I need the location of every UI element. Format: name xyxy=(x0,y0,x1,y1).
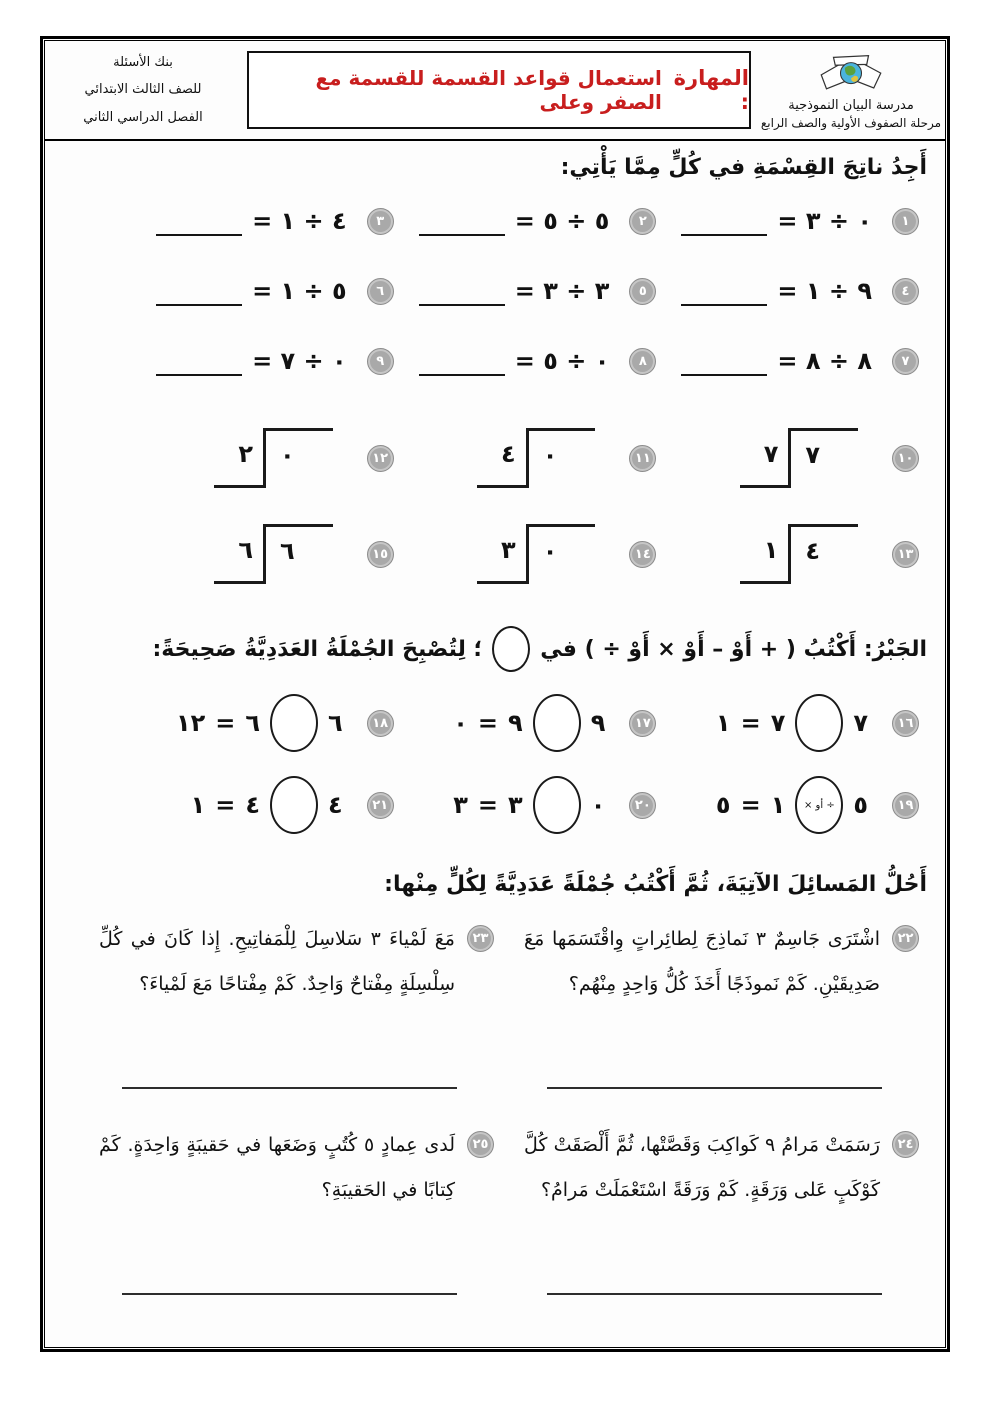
division-expression: ٠ ÷ ٣ = xyxy=(777,207,872,235)
division-expression: ٤ ÷ ١ = xyxy=(252,207,347,235)
word-problem-23 xyxy=(85,909,494,1079)
answer-blank xyxy=(156,214,242,236)
answer-blank xyxy=(156,354,242,376)
algebra-section-title xyxy=(45,626,945,672)
problem-number-badge: ١٤ xyxy=(629,541,656,568)
problem-number-badge: ٧ xyxy=(892,348,919,375)
answer-blank xyxy=(156,284,242,306)
problem-number-badge: ٢٤ xyxy=(892,1131,919,1158)
skill-text: استعمال قواعد القسمة للقسمة مع الصفر وعلى xyxy=(315,66,662,114)
problem-number-badge: ١٥ xyxy=(367,541,394,568)
dividend: ٠ xyxy=(526,524,596,584)
division-problem-7 xyxy=(656,326,919,396)
algebra-problem-18 xyxy=(131,682,394,764)
long-division-bracket xyxy=(477,524,595,584)
equals-sign: = xyxy=(215,791,236,819)
equals-sign: = xyxy=(215,709,236,737)
division-expression: ٩ ÷ ١ = xyxy=(777,277,872,305)
dividend: ٤ xyxy=(788,524,858,584)
division-problem-8 xyxy=(394,326,657,396)
problem-number-badge: ٢٥ xyxy=(467,1131,494,1158)
word-problem-text: رَسَمَتْ مَرامُ ٩ كَواكِبَ وَقَصَّتْها، ثُمَّ أَلْصَقَتْ كُلَّ كَوْكَبٍ عَلى وَرَقَةٍ. كَمْ وَرَقَةً اسْتَعْمَلَتْ مَرامُ؟ xyxy=(524,1134,880,1201)
equals-sign: = xyxy=(477,709,499,737)
problem-number-badge: ١٩ xyxy=(892,792,919,819)
operator-circle xyxy=(533,776,581,834)
operand-b: ٩ xyxy=(508,709,523,737)
result-value: ١٢ xyxy=(175,709,206,737)
division-expression: ٨ ÷ ٨ = xyxy=(777,347,872,375)
algebra-title-after: ؛ لِتُصْبِحَ الجُمْلَةُ العَدَدِيَّةُ صَحِيحَةً: xyxy=(152,636,483,662)
long-division-problem-11 xyxy=(394,410,657,506)
operator-circle xyxy=(270,776,318,834)
skill-box xyxy=(247,51,751,129)
page-frame-inner xyxy=(44,40,946,1348)
empty-circle-icon xyxy=(492,626,530,672)
long-division-bracket xyxy=(214,428,332,488)
problem-number-badge: ١٦ xyxy=(892,710,919,737)
division-problems-grid xyxy=(45,186,945,396)
long-division-bracket xyxy=(477,428,595,488)
equals-sign: = xyxy=(477,791,499,819)
division-problem-1 xyxy=(656,186,919,256)
operand-b: ٣ xyxy=(508,791,523,819)
word-problem-text: لَدى عِمادٍ ٥ كُتُبٍ وَضَعَها في حَقيبَةٍ وَاحِدَةٍ. كَمْ كِتابًا في الحَقيبَةِ؟ xyxy=(99,1134,455,1201)
problem-number-badge: ١٢ xyxy=(367,445,394,472)
problem-number-badge: ٢ xyxy=(629,208,656,235)
skill-header xyxy=(241,41,757,139)
operand-a: ٧ xyxy=(853,709,868,737)
operator-circle xyxy=(533,694,581,752)
problem-number-badge: ٦ xyxy=(367,278,394,305)
long-division-bracket xyxy=(740,428,858,488)
word-problems-grid xyxy=(45,909,945,1321)
skill-label: المهارة : xyxy=(673,66,749,114)
problem-number-badge: ١٠ xyxy=(892,445,919,472)
dividend: ٠ xyxy=(526,428,596,488)
division-section-title: أَجِدُ ناتِجَ القِسْمَةِ في كُلٍّ مِمَّا يَأْتِي: xyxy=(560,155,927,180)
operand-b: ٦ xyxy=(245,709,261,737)
dividend: ٧ xyxy=(788,428,858,488)
problem-number-badge: ٢١ xyxy=(367,792,394,819)
answer-line xyxy=(122,1293,457,1295)
dividend: ٠ xyxy=(263,428,333,488)
page-frame xyxy=(40,36,950,1352)
algebra-title-before: الجَبْرُ: أَكْتُبُ ( + أَوْ – أَوْ × أَوْ ÷ ) في xyxy=(540,636,927,662)
header xyxy=(45,41,945,141)
school-name: مدرسة البيان النموذجية xyxy=(788,98,914,113)
answer-line xyxy=(547,1087,882,1089)
division-problem-6 xyxy=(131,256,394,326)
word-problem-25 xyxy=(85,1115,494,1285)
problem-number-badge: ١٧ xyxy=(629,710,656,737)
result-value: ١ xyxy=(190,791,206,819)
problem-number-badge: ٢٠ xyxy=(629,792,656,819)
operator-circle: × أو ÷ xyxy=(795,776,843,834)
school-stage: مرحلة الصفوف الأولية والصف الرابع xyxy=(760,116,942,130)
word-problem-24 xyxy=(510,1115,919,1285)
division-expression: ٠ ÷ ٥ = xyxy=(514,347,610,375)
equals-sign: = xyxy=(740,791,761,819)
problem-number-badge: ١٨ xyxy=(367,710,394,737)
division-problem-3 xyxy=(131,186,394,256)
long-division-bracket xyxy=(214,524,332,584)
school-header xyxy=(757,41,945,139)
long-division-problem-12 xyxy=(131,410,394,506)
operand-a: ٦ xyxy=(328,709,343,737)
operand-a: ٩ xyxy=(590,709,606,737)
problem-number-badge: ٥ xyxy=(629,278,656,305)
result-value: ١ xyxy=(715,709,731,737)
answer-blank xyxy=(419,284,505,306)
long-division-grid xyxy=(45,410,945,602)
division-problem-4 xyxy=(656,256,919,326)
algebra-problem-17 xyxy=(394,682,657,764)
answer-line xyxy=(122,1087,457,1089)
word-problems-title: أَحُلُّ المَسائِلَ الآتِيَةَ، ثُمَّ أَكْتُبُ جُمْلَةً عَدَدِيَّةً لِكُلٍّ مِنْها: xyxy=(384,872,927,897)
school-logo-icon xyxy=(816,52,886,96)
answer-blank xyxy=(681,284,767,306)
problem-number-badge: ٢٢ xyxy=(892,925,919,952)
division-expression: ٥ ÷ ٥ = xyxy=(514,207,610,235)
long-division-problem-13 xyxy=(656,506,919,602)
operator-circle xyxy=(795,694,843,752)
division-problem-2 xyxy=(394,186,657,256)
word-problem-22 xyxy=(510,909,919,1079)
result-value: ٠ xyxy=(453,709,468,737)
algebra-problem-19 xyxy=(656,764,919,846)
word-problem-text: اشْتَرَى جَاسِمٌ ٣ نَماذِجَ لِطائِراتٍ وِاقْتَسَمَها مَعَ صَدِيقَيْنِ. كَمْ نَموذَجًا أَخَذَ كُلُّ وَاحِدٍ مِنْهُم؟ xyxy=(524,928,880,995)
operand-a: ٥ xyxy=(853,791,868,819)
result-value: ٣ xyxy=(453,791,468,819)
dividend: ٦ xyxy=(263,524,333,584)
problem-number-badge: ٤ xyxy=(892,278,919,305)
question-bank-header xyxy=(45,41,241,139)
problem-number-badge: ٩ xyxy=(367,348,394,375)
equals-sign: = xyxy=(740,709,761,737)
divisor: ٢ xyxy=(214,428,263,488)
divisor: ٤ xyxy=(477,428,526,488)
division-problem-5 xyxy=(394,256,657,326)
divisor: ٦ xyxy=(214,524,263,584)
division-expression: ٣ ÷ ٣ = xyxy=(514,277,610,305)
answer-blank xyxy=(419,354,505,376)
division-expression: ٠ ÷ ٧ = xyxy=(252,347,347,375)
algebra-problem-21 xyxy=(131,764,394,846)
problem-number-badge: ٢٣ xyxy=(467,925,494,952)
divisor: ١ xyxy=(740,524,789,584)
answer-line xyxy=(547,1293,882,1295)
long-division-bracket xyxy=(740,524,858,584)
bank-line-2: للصف الثالث الابتدائي xyxy=(84,82,202,98)
answer-blank xyxy=(681,354,767,376)
problem-number-badge: ٨ xyxy=(629,348,656,375)
problem-number-badge: ١٣ xyxy=(892,541,919,568)
operand-b: ١ xyxy=(770,791,786,819)
divisor: ٣ xyxy=(477,524,526,584)
long-division-problem-15 xyxy=(131,506,394,602)
division-problem-9 xyxy=(131,326,394,396)
operator-circle xyxy=(270,694,318,752)
operand-b: ٤ xyxy=(245,791,261,819)
long-division-problem-10 xyxy=(656,410,919,506)
problem-number-badge: ١ xyxy=(892,208,919,235)
long-division-problem-14 xyxy=(394,506,657,602)
operand-a: ٤ xyxy=(328,791,343,819)
division-expression: ٥ ÷ ١ = xyxy=(252,277,347,305)
algebra-problem-16 xyxy=(656,682,919,764)
word-problem-text: مَعَ لَمْياءَ ٣ سَلاسِلَ لِلْمَفاتِيحِ. إِذا كَانَ في كُلِّ سِلْسِلَةٍ مِفْتاحٌ وَاحِدٌ. كَمْ مِفْتاحًا مَعَ لَمْياءَ؟ xyxy=(99,928,455,995)
algebra-problems-grid xyxy=(45,682,945,846)
answer-blank xyxy=(681,214,767,236)
problem-number-badge: ٣ xyxy=(367,208,394,235)
algebra-problem-20 xyxy=(394,764,657,846)
bank-line-1: بنك الأسئلة xyxy=(113,55,173,71)
operand-b: ٧ xyxy=(770,709,786,737)
bank-line-3: الفصل الدراسي الثاني xyxy=(83,109,203,125)
divisor: ٧ xyxy=(740,428,789,488)
result-value: ٥ xyxy=(715,791,731,819)
operand-a: ٠ xyxy=(590,791,606,819)
answer-blank xyxy=(419,214,505,236)
problem-number-badge: ١١ xyxy=(629,445,656,472)
